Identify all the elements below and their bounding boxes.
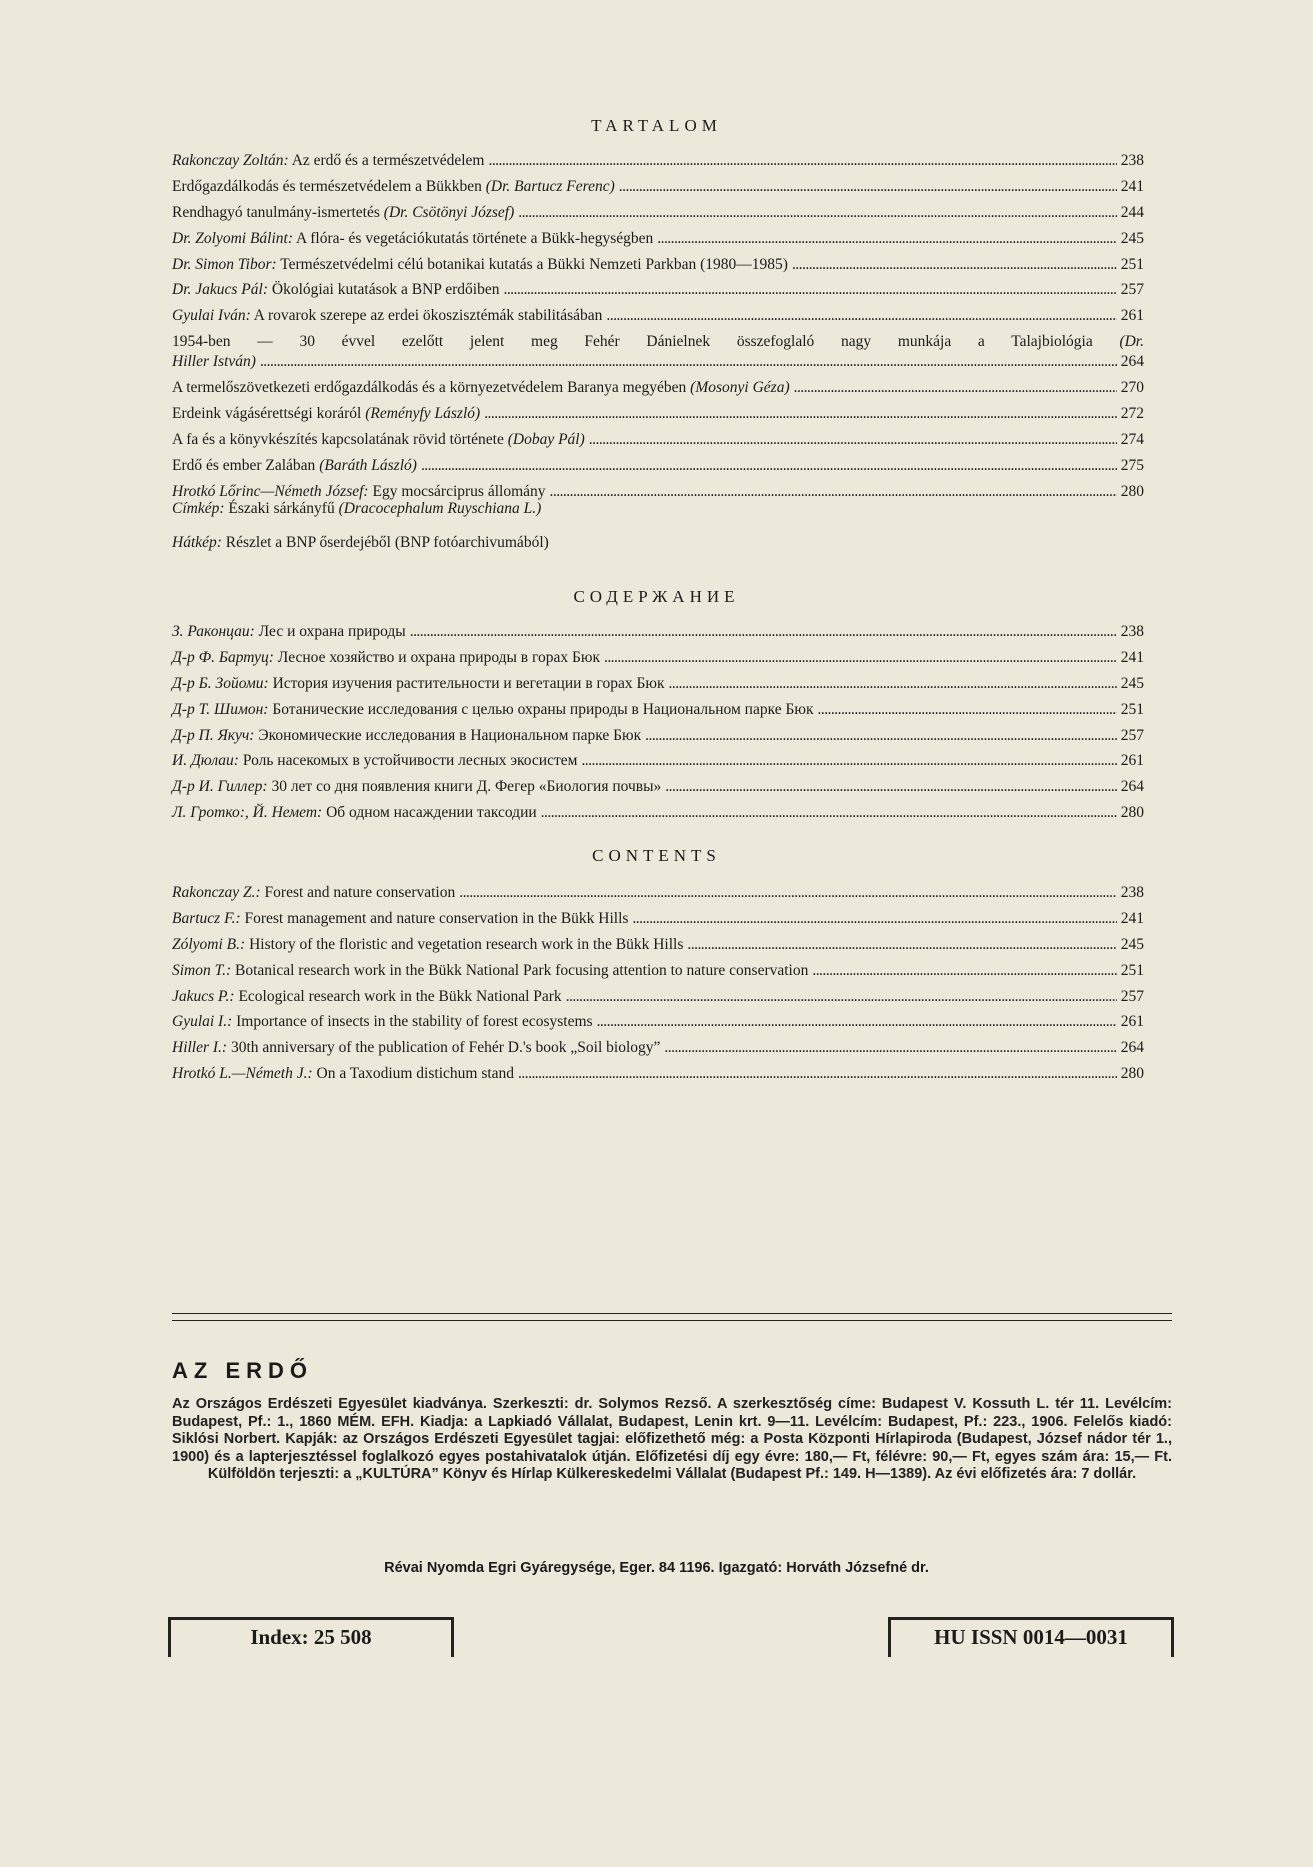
- toc-entry-title: Természetvédelmi célú botanikai kutatás a Bükki Nemzeti Parkban (1980—1985): [276, 255, 788, 273]
- toc-leader-dots: [410, 622, 1117, 642]
- heading-tartalom: TARTALOM: [591, 116, 722, 135]
- toc-entry-text: [172, 935, 683, 955]
- printer-line: Révai Nyomda Egri Gyáregysége, Eger. 84 1196. Igazgató: Horváth Józsefné dr.: [384, 1560, 929, 1576]
- toc-page-number: 245: [1120, 674, 1144, 692]
- cover-text: Északi sárkányfű: [224, 500, 339, 517]
- toc-entry-author: Л. Гротко:, Й. Немет:: [172, 804, 323, 822]
- toc-leader-dots: [541, 803, 1117, 823]
- toc-leader-dots: [669, 674, 1117, 694]
- toc-entry-title: Ботанические исследования с целью охраны природы в Национальном парке Бюк: [268, 700, 814, 718]
- toc-page-number: 280: [1120, 1065, 1144, 1083]
- toc-entry-title: On a Taxodium distichum stand: [312, 1065, 515, 1083]
- toc-entry: [172, 404, 1144, 430]
- toc-leader-dots: [619, 177, 1117, 197]
- toc-entry-title: Экономические исследования в Национальном парке Бюк: [254, 726, 642, 744]
- toc-entry: [172, 777, 1144, 803]
- cover-caption: [172, 500, 541, 518]
- toc-entry-title: Rendhagyó tanulmány-ismertetés: [172, 203, 384, 221]
- toc-page-number: 245: [1120, 229, 1144, 247]
- toc-entry-line1: [172, 332, 1144, 352]
- toc-entry-text: [172, 777, 661, 797]
- toc-entry-text: [172, 430, 585, 450]
- toc-entry-text: [172, 255, 788, 275]
- toc-entry-author: Simon T.:: [172, 961, 232, 979]
- toc-leader-dots: [597, 1012, 1117, 1032]
- toc-page-number: 280: [1120, 482, 1144, 500]
- toc-entry-text: [172, 1064, 514, 1084]
- toc-entry-text: [172, 203, 514, 223]
- toc-entry-title: A termelőszövetkezeti erdőgazdálkodás és a környezetvédelem Baranya megyében: [172, 379, 691, 397]
- toc-entry-author: Rakonczay Zoltán:: [172, 152, 289, 169]
- cover-label: Címkép:: [172, 500, 225, 517]
- toc-entry-author: (Dr.: [1119, 333, 1144, 351]
- toc-entry: [172, 883, 1144, 909]
- toc-entry-text: [172, 909, 628, 929]
- toc-page-number: 257: [1120, 987, 1144, 1005]
- toc-entry-title: Az erdő és a természetvédelem: [288, 152, 485, 169]
- toc-page-number: 272: [1120, 405, 1144, 423]
- toc-entry-text: [172, 648, 600, 668]
- toc-leader-dots: [792, 255, 1117, 275]
- toc-entry-author: З. Раконцаи:: [172, 623, 255, 640]
- toc-leader-dots: [632, 909, 1116, 929]
- toc-entry-author: Bartucz F.:: [172, 909, 241, 927]
- toc-leader-dots: [566, 987, 1117, 1007]
- toc-entry-text: [172, 404, 480, 424]
- toc-entry-author: (Dr. Bartucz Ferenc): [485, 177, 615, 195]
- toc-page-number: 274: [1120, 431, 1144, 449]
- toc-entry-author: Dr. Zolyomi Bálint:: [172, 229, 293, 247]
- toc-page-number: 238: [1120, 152, 1144, 169]
- toc-leader-dots: [818, 700, 1117, 720]
- toc-entry-author: Д-р Т. Шимон:: [172, 700, 269, 718]
- toc-entry-author: (Dobay Pál): [507, 431, 585, 449]
- toc-entry-author: (Baráth László): [319, 456, 417, 474]
- toc-entry: [172, 430, 1144, 456]
- toc-entry-author: Gyulai I.:: [172, 1013, 233, 1031]
- toc-entry: [172, 306, 1144, 332]
- back-text: Részlet a BNP őserdejéből (BNP fotóarchivumából): [221, 534, 549, 551]
- toc-entry: [172, 726, 1144, 752]
- toc-leader-dots: [488, 151, 1116, 171]
- toc-leader-dots: [260, 352, 1117, 372]
- toc-entry-author: Rakonczay Z.:: [172, 884, 261, 901]
- issn-box: [888, 1617, 1174, 1657]
- toc-page-number: 241: [1120, 909, 1144, 927]
- toc-page-number: 261: [1120, 752, 1144, 770]
- toc-entry-author: Gyulai Iván:: [172, 307, 251, 325]
- toc-page-number: 264: [1120, 778, 1144, 796]
- toc-entry-text: [172, 306, 602, 326]
- toc-entry-title: Forest and nature conservation: [260, 884, 456, 901]
- toc-entry-title: Лес и охрана природы: [254, 623, 406, 640]
- toc-page-number: 280: [1120, 804, 1144, 822]
- toc-entry: [172, 751, 1144, 777]
- divider-rule-bottom: [172, 1320, 1172, 1321]
- toc-entry: [172, 280, 1144, 306]
- toc-hungarian: [172, 151, 1144, 508]
- toc-entry: [172, 700, 1144, 726]
- toc-page-number: 261: [1120, 1013, 1144, 1031]
- toc-leader-dots: [581, 751, 1116, 771]
- toc-page-number: 275: [1120, 456, 1144, 474]
- toc-entry-title: Erdő és ember Zalában: [172, 456, 320, 474]
- back-caption: [172, 534, 549, 552]
- toc-leader-dots: [589, 430, 1117, 450]
- toc-entry-title: Egy mocsárciprus állomány: [368, 482, 546, 500]
- toc-entry-text: [172, 1038, 660, 1058]
- index-code: Index: 25 508: [250, 1624, 372, 1649]
- toc-entry: [172, 803, 1144, 829]
- toc-page-number: 241: [1120, 648, 1144, 666]
- toc-entry-author: Д-р И. Гиллер:: [172, 778, 268, 796]
- toc-page-number: 264: [1120, 1039, 1144, 1057]
- toc-page-number: 251: [1120, 961, 1144, 979]
- toc-entry: [172, 622, 1144, 648]
- toc-entry-text: [172, 151, 484, 171]
- toc-page-number: 251: [1120, 255, 1144, 273]
- toc-entry-author: (Mosonyi Géza): [690, 379, 790, 397]
- toc-entry-title: History of the floristic and vegetation research work in the Bükk Hills: [245, 935, 684, 953]
- toc-entry-title: A rovarok szerepe az erdei ökoszisztémák stabilitásában: [250, 307, 603, 325]
- toc-entry-text: [172, 378, 790, 398]
- toc-leader-dots: [664, 1038, 1116, 1058]
- toc-leader-dots: [665, 777, 1116, 797]
- toc-entry-author: И. Дюлаи:: [172, 752, 239, 770]
- toc-entry: [172, 987, 1144, 1013]
- toc-entry-title: 30 лет со дня появления книги Д. Фегер «Биология почвы»: [267, 778, 662, 796]
- toc-entry-author: (Reményfy László): [365, 405, 481, 423]
- toc-page-number: 238: [1120, 884, 1144, 901]
- toc-entry-line2: [172, 352, 1144, 372]
- toc-entry-title: A flóra- és vegetációkutatás története a Bükk-hegységben: [293, 229, 654, 247]
- toc-entry: [172, 648, 1144, 674]
- toc-entry: [172, 203, 1144, 229]
- toc-entry: [172, 1064, 1144, 1090]
- toc-leader-dots: [484, 404, 1117, 424]
- toc-page-number: 251: [1120, 700, 1144, 718]
- toc-entry: [172, 255, 1144, 281]
- toc-page-number: 270: [1120, 379, 1144, 397]
- toc-entry: [172, 674, 1144, 700]
- toc-entry: [172, 909, 1144, 935]
- toc-entry-text: [172, 961, 808, 981]
- toc-entry-author: Dr. Simon Tibor:: [172, 255, 277, 273]
- toc-entry-author: Dr. Jakucs Pál:: [172, 281, 268, 299]
- toc-leader-dots: [794, 378, 1117, 398]
- toc-leader-dots: [812, 961, 1116, 981]
- toc-entry-title: 1954-ben — 30 évvel ezelőtt jelent meg Fehér Dánielnek összefoglaló nagy munkája a Talajbiológia: [172, 333, 1120, 351]
- toc-leader-dots: [606, 306, 1116, 326]
- toc-entry-text: [172, 700, 814, 720]
- toc-page-number: 241: [1120, 177, 1144, 195]
- index-box: [168, 1617, 454, 1657]
- heading-contents: CONTENTS: [592, 846, 721, 865]
- cover-italic: (Dracocephalum Ruyschiana L.): [338, 500, 542, 517]
- toc-entry: [172, 961, 1144, 987]
- toc-page-number: 264: [1120, 353, 1144, 371]
- toc-entry-text: [172, 751, 577, 771]
- toc-entry: [172, 332, 1144, 378]
- toc-entry-text: [172, 726, 641, 746]
- toc-entry-title: Erdőgazdálkodás és természetvédelem a Bükkben: [172, 177, 486, 195]
- toc-leader-dots: [657, 229, 1117, 249]
- toc-page-number: 257: [1120, 726, 1144, 744]
- toc-entry-text: [172, 674, 665, 694]
- toc-leader-dots: [550, 482, 1117, 502]
- toc-page-number: 244: [1120, 203, 1144, 221]
- toc-entry-author: (Dr. Csötönyi József): [383, 203, 515, 221]
- toc-entry-text: [172, 229, 653, 249]
- imprint-text: Az Országos Erdészeti Egyesület kiadványa. Szerkeszti: dr. Solymos Rezső. A szerkesztőség címe: Budapest V. Kossuth L. tér 11. Levélcím: Budapest, Pf.: 1., 1860 MÉM. EFH. Kiadja: a Lapkiadó Vállalat, Budapest, Lenin krt. 9—11. Levélcím: Budapest, Pf.: 223., 1906. Felelős kiadó: Siklósi Norbert. Kapják: az Országos Erdészeti Egyesület tagjai: előfizethető még: a Posta Központi Hírlapiroda (Budapest, József nádor tér 1., 1900) és a lapterjesztéssel foglalkozó egyes postahivatalok útján. Előfizetési díj egy évre: 180,— Ft, félévre: 90,— Ft, egyes szám ára: 15,— Ft. Külföldön terjeszti: a „KULTÚRA” Könyv és Hírlap Külkereskedelmi Vállalat (Budapest Pf.: 149. H—1389). Az évi előfizetés ára: 7 dollár.: [172, 1396, 1172, 1483]
- toc-entry-text: [172, 177, 615, 197]
- toc-entry-text: [172, 622, 406, 642]
- toc-entry-title: 30th anniversary of the publication of Fehér D.'s book „Soil biology”: [227, 1039, 661, 1057]
- back-label: Hátkép:: [172, 534, 222, 551]
- toc-entry-author: Hrotkó Lőrinc—Németh József:: [172, 482, 369, 500]
- toc-leader-dots: [645, 726, 1117, 746]
- toc-entry-author: Hiller István): [172, 353, 256, 371]
- toc-russian: [172, 622, 1144, 829]
- divider-rule-top: [172, 1313, 1172, 1314]
- toc-entry-title: Роль насекомых в устойчивости лесных экосистем: [238, 752, 578, 770]
- masthead-title: AZ ERDŐ: [172, 1358, 313, 1383]
- issn-code: HU ISSN 0014—0031: [934, 1624, 1128, 1649]
- toc-entry: [172, 177, 1144, 203]
- toc-entry-text: [172, 803, 537, 823]
- toc-entry-text: [172, 883, 455, 903]
- toc-leader-dots: [518, 1064, 1117, 1084]
- toc-page-number: 261: [1120, 307, 1144, 325]
- toc-page-number: 257: [1120, 281, 1144, 299]
- toc-leader-dots: [503, 280, 1116, 300]
- toc-entry: [172, 151, 1144, 177]
- toc-page-number: 238: [1120, 623, 1144, 640]
- toc-leader-dots: [421, 456, 1117, 476]
- toc-entry-title: Erdeink vágásérettségi koráról: [172, 405, 366, 423]
- toc-entry-text: [172, 456, 417, 476]
- toc-leader-dots: [687, 935, 1116, 955]
- toc-entry-title: Forest management and nature conservation in the Bükk Hills: [240, 909, 629, 927]
- toc-entry-title: История изучения растительности и вегетации в горах Бюк: [268, 674, 665, 692]
- toc-entry-title: Importance of insects in the stability of forest ecosystems: [232, 1013, 593, 1031]
- toc-english: [172, 883, 1144, 1090]
- toc-entry-title: Лесное хозяйство и охрана природы в горах Бюк: [273, 648, 600, 666]
- toc-page-number: 245: [1120, 935, 1144, 953]
- toc-entry-text: [172, 482, 546, 502]
- toc-entry-text: [172, 280, 499, 300]
- toc-leader-dots: [459, 883, 1117, 903]
- toc-entry-author: Hrotkó L.—Németh J.:: [172, 1065, 313, 1083]
- toc-entry-author: Zólyomi B.:: [172, 935, 246, 953]
- toc-leader-dots: [604, 648, 1117, 668]
- toc-entry-title: Ecological research work in the Bükk National Park: [234, 987, 562, 1005]
- toc-entry-title: A fa és a könyvkészítés kapcsolatának rövid története: [172, 431, 508, 449]
- toc-entry: [172, 456, 1144, 482]
- toc-entry: [172, 229, 1144, 255]
- toc-entry-author: Д-р Ф. Бартуц:: [172, 648, 274, 666]
- toc-entry-author: Д-р П. Якуч:: [172, 726, 255, 744]
- toc-entry-text: [172, 1012, 593, 1032]
- toc-entry-author: Jakucs P.:: [172, 987, 235, 1005]
- heading-soderzhanie: СОДЕРЖАНИЕ: [573, 587, 740, 606]
- toc-entry: [172, 935, 1144, 961]
- toc-leader-dots: [518, 203, 1117, 223]
- toc-entry-author: Д-р Б. Зойоми:: [172, 674, 269, 692]
- toc-entry-text: [172, 987, 562, 1007]
- toc-entry-title: Ökológiai kutatások a BNP erdőiben: [268, 281, 500, 299]
- toc-entry-title: Botanical research work in the Bükk National Park focusing attention to nature conservation: [231, 961, 809, 979]
- toc-entry: [172, 378, 1144, 404]
- toc-entry-title: Об одном насаждении таксодии: [322, 804, 537, 822]
- toc-entry: [172, 1038, 1144, 1064]
- toc-entry-author: Hiller I.:: [172, 1039, 228, 1057]
- toc-entry: [172, 1012, 1144, 1038]
